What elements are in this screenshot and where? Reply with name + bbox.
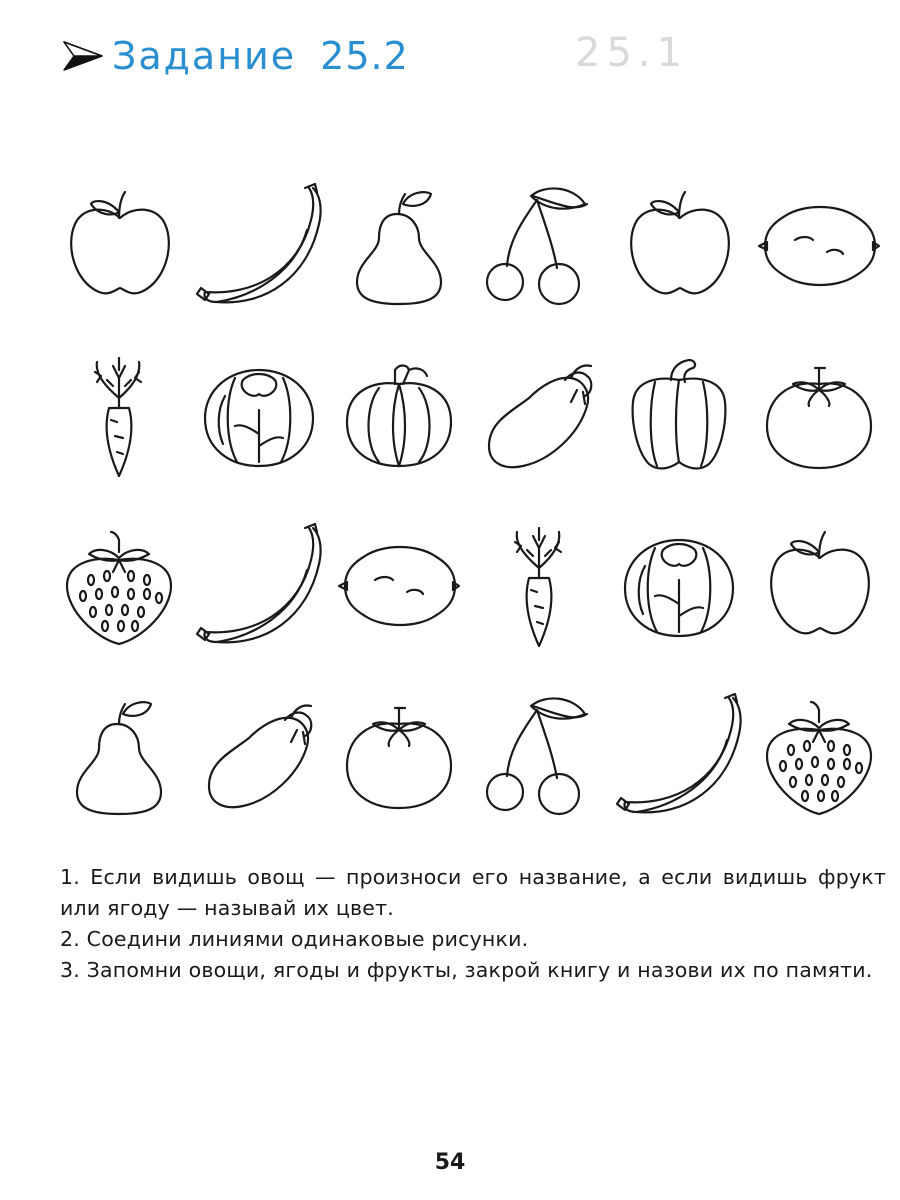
- instruction-3: 3. Запомни овощи, ягоды и фрукты, закрой книгу и назови их по памяти.: [60, 958, 873, 982]
- pear-icon[interactable]: [330, 170, 470, 320]
- pumpkin-icon[interactable]: [330, 340, 470, 490]
- eggplant-icon[interactable]: [190, 680, 330, 830]
- banana-icon[interactable]: [190, 170, 330, 320]
- grid-row: [50, 170, 890, 340]
- pear-icon[interactable]: [50, 680, 190, 830]
- tomato-icon[interactable]: [330, 680, 470, 830]
- lemon-icon[interactable]: [330, 510, 470, 660]
- carrot-icon[interactable]: [50, 340, 190, 490]
- cabbage-icon[interactable]: [190, 340, 330, 490]
- eggplant-icon[interactable]: [470, 340, 610, 490]
- apple-icon[interactable]: [610, 170, 750, 320]
- tomato-icon[interactable]: [750, 340, 890, 490]
- cherry-icon[interactable]: [470, 680, 610, 830]
- cherry-icon[interactable]: [470, 170, 610, 320]
- grid-row: [50, 340, 890, 510]
- grid-row: [50, 510, 890, 680]
- task-title: Задание: [112, 34, 297, 78]
- task-header: [60, 34, 409, 78]
- strawberry-icon[interactable]: [750, 680, 890, 830]
- instruction-2: 2. Соедини линиями одинаковые рисунки.: [60, 927, 529, 951]
- apple-icon[interactable]: [50, 170, 190, 320]
- picture-grid: [50, 170, 890, 850]
- strawberry-icon[interactable]: [50, 510, 190, 660]
- task-number: 25.2: [320, 34, 409, 78]
- page-number: 54: [434, 1150, 466, 1175]
- banana-icon[interactable]: [190, 510, 330, 660]
- pepper-icon[interactable]: [610, 340, 750, 490]
- instruction-1: 1. Если видишь овощ — произноси его название, а если видишь фрукт или ягоду — называй их цвет.: [60, 865, 886, 920]
- grid-row: [50, 680, 890, 850]
- carrot-icon[interactable]: [470, 510, 610, 660]
- lemon-icon[interactable]: [750, 170, 890, 320]
- cabbage-icon[interactable]: [610, 510, 750, 660]
- apple-icon[interactable]: [750, 510, 890, 660]
- banana-icon[interactable]: [610, 680, 750, 830]
- arrow-icon: [60, 36, 106, 76]
- show-through-text: 25.1: [575, 30, 689, 76]
- instructions: [60, 862, 886, 986]
